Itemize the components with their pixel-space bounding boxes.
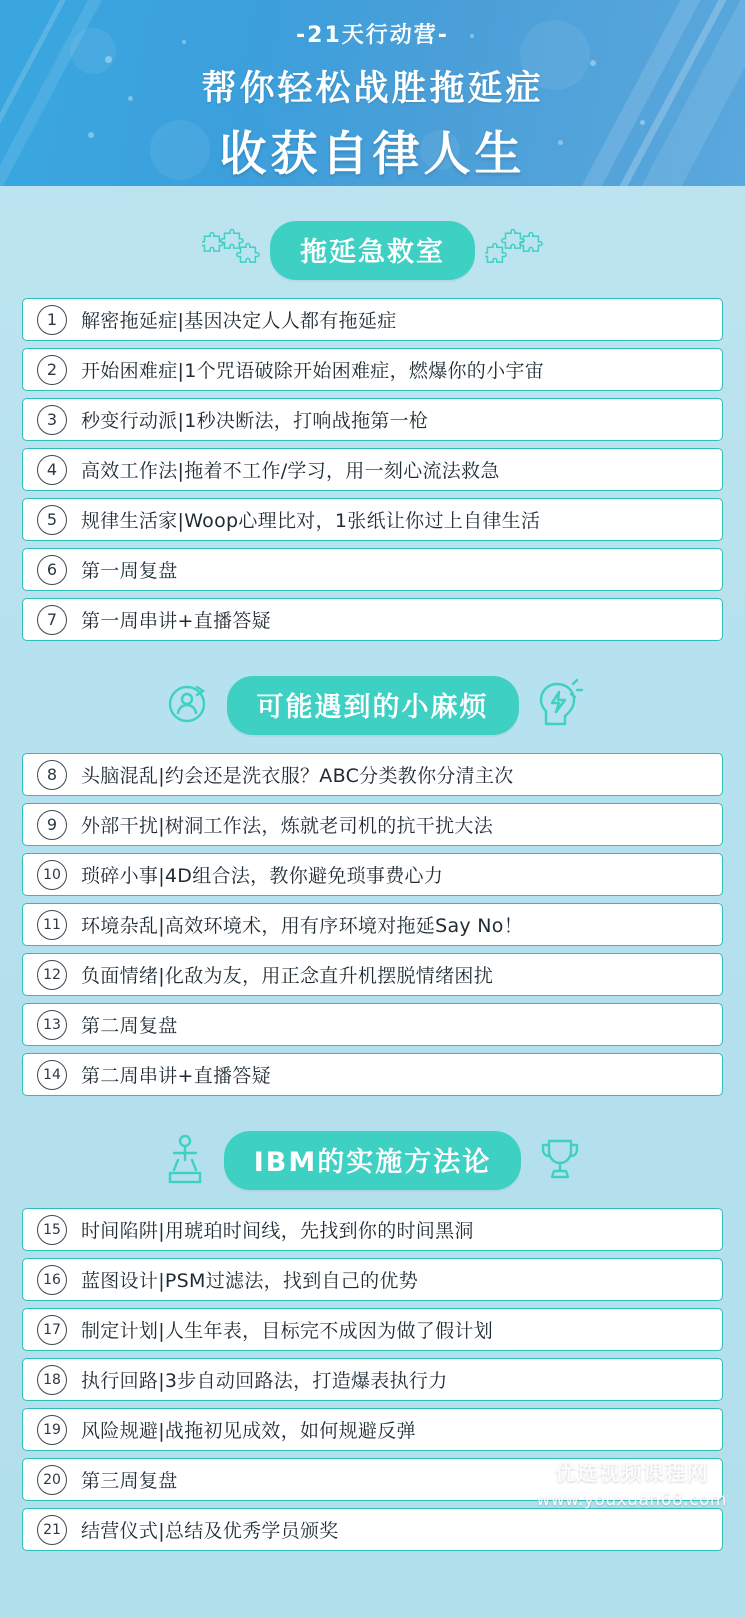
section-2-title: 可能遇到的小麻烦: [227, 676, 519, 735]
list-item-label: 蓝图设计|PSM过滤法，找到自己的优势: [81, 1270, 419, 1292]
list-item[interactable]: [22, 548, 723, 591]
list-item-label: 风险规避|战拖初见成效，如何规避反弹: [81, 1420, 416, 1442]
section-1-title: 拖延急救室: [270, 221, 475, 280]
list-item-label: 负面情绪|化敌为友，用正念直升机摆脱情绪困扰: [81, 965, 494, 987]
list-item-label: 第二周串讲+直播答疑: [81, 1065, 271, 1087]
trophy-icon: [531, 1131, 589, 1189]
section-2: [0, 675, 745, 1096]
list-item-label: 第一周串讲+直播答疑: [81, 610, 271, 632]
header-title: 收获自律人生: [219, 127, 526, 182]
list-item-label: 执行回路|3步自动回路法，打造爆表执行力: [81, 1370, 448, 1392]
list-item-number: 2: [37, 355, 67, 385]
puzzle-pieces-icon: [202, 221, 260, 279]
head-lightning-icon: [529, 676, 587, 734]
list-item-label: 规律生活家|Woop心理比对，1张纸让你过上自律生活: [81, 510, 541, 532]
list-item-number: 7: [37, 605, 67, 635]
list-item-number: 18: [37, 1365, 67, 1395]
list-item-label: 头脑混乱|约会还是洗衣服？ABC分类教你分清主次: [81, 765, 514, 787]
list-item-number: 17: [37, 1315, 67, 1345]
list-item-number: 14: [37, 1060, 67, 1090]
list-item-number: 4: [37, 455, 67, 485]
list-item[interactable]: [22, 953, 723, 996]
list-item-label: 第一周复盘: [81, 560, 178, 582]
list-item-label: 结营仪式|总结及优秀学员颁奖: [81, 1520, 339, 1542]
list-item-number: 1: [37, 305, 67, 335]
list-item-label: 高效工作法|拖着不工作/学习，用一刻心流法救急: [81, 460, 500, 482]
list-item[interactable]: [22, 1258, 723, 1301]
podium-person-icon: [156, 1131, 214, 1189]
list-item[interactable]: [22, 753, 723, 796]
person-refresh-icon: [159, 676, 217, 734]
list-item-label: 第二周复盘: [81, 1015, 178, 1037]
list-item-label: 秒变行动派|1秒决断法，打响战拖第一枪: [81, 410, 429, 432]
list-item-label: 制定计划|人生年表，目标完不成因为做了假计划: [81, 1320, 494, 1342]
list-item[interactable]: [22, 1308, 723, 1351]
list-item[interactable]: [22, 1358, 723, 1401]
watermark-url: www.youxuan68.com: [536, 1490, 727, 1510]
list-item-number: 5: [37, 505, 67, 535]
list-item-label: 第三周复盘: [81, 1470, 178, 1492]
section-3-title: IBM的实施方法论: [224, 1131, 522, 1190]
list-item[interactable]: [22, 398, 723, 441]
list-item-number: 20: [37, 1465, 67, 1495]
list-item-number: 9: [37, 810, 67, 840]
list-item-number: 13: [37, 1010, 67, 1040]
list-item[interactable]: [22, 598, 723, 641]
list-item-label: 环境杂乱|高效环境术，用有序环境对拖延Say No！: [81, 915, 524, 937]
section-3: [0, 1130, 745, 1584]
list-item[interactable]: [22, 903, 723, 946]
list-item-number: 16: [37, 1265, 67, 1295]
list-item[interactable]: [22, 1003, 723, 1046]
watermark-title: 优选视频课程网: [554, 1461, 709, 1485]
header-kicker: -21天行动营-: [296, 23, 449, 48]
section-3-rows: [22, 1208, 723, 1551]
list-item[interactable]: [22, 1458, 723, 1501]
section-1-rows: [22, 298, 723, 641]
list-item[interactable]: [22, 298, 723, 341]
list-item[interactable]: [22, 448, 723, 491]
list-item-label: 外部干扰|树洞工作法，炼就老司机的抗干扰大法: [81, 815, 494, 837]
header-subtitle: 帮你轻松战胜拖延症: [201, 69, 544, 109]
list-item[interactable]: [22, 853, 723, 896]
list-item[interactable]: [22, 1208, 723, 1251]
list-item-label: 解密拖延症|基因决定人人都有拖延症: [81, 310, 397, 332]
list-item-label: 时间陷阱|用琥珀时间线，先找到你的时间黑洞: [81, 1220, 474, 1242]
list-item-number: 15: [37, 1215, 67, 1245]
section-2-header: [22, 675, 723, 735]
section-1: [0, 220, 745, 641]
list-item[interactable]: [22, 1508, 723, 1551]
list-item[interactable]: [22, 1053, 723, 1096]
list-item-number: 8: [37, 760, 67, 790]
list-item-number: 10: [37, 860, 67, 890]
list-item-number: 6: [37, 555, 67, 585]
list-item-number: 19: [37, 1415, 67, 1445]
list-item[interactable]: [22, 1408, 723, 1451]
list-item-number: 3: [37, 405, 67, 435]
poster-header: [0, 0, 745, 186]
list-item[interactable]: [22, 348, 723, 391]
puzzle-pieces-icon: [485, 221, 543, 279]
section-3-header: [22, 1130, 723, 1190]
list-item-number: 21: [37, 1515, 67, 1545]
list-item-label: 开始困难症|1个咒语破除开始困难症，燃爆你的小宇宙: [81, 360, 544, 382]
section-1-header: [22, 220, 723, 280]
list-item[interactable]: [22, 803, 723, 846]
list-item-number: 11: [37, 910, 67, 940]
section-2-rows: [22, 753, 723, 1096]
list-item[interactable]: [22, 498, 723, 541]
list-item-number: 12: [37, 960, 67, 990]
list-item-label: 琐碎小事|4D组合法，教你避免琐事费心力: [81, 865, 444, 887]
